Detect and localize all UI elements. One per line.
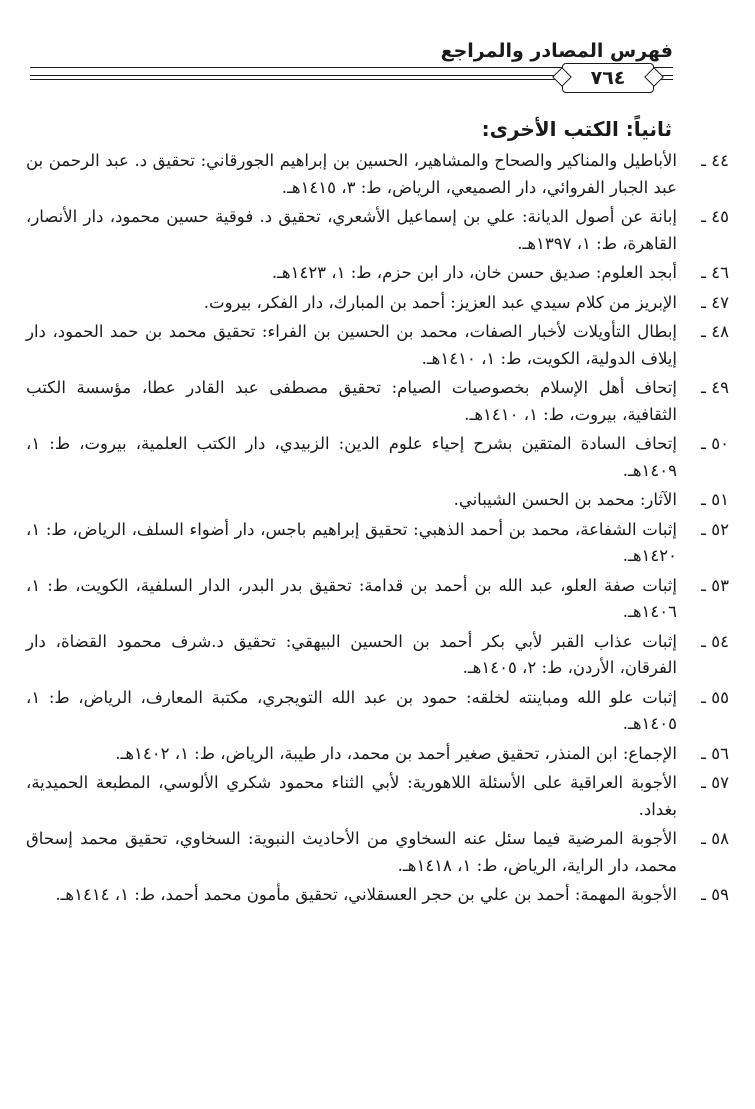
entry-number: ٤٨ ـ xyxy=(701,322,729,341)
entry-text: أبجد العلوم: صديق حسن خان، دار ابن حزم، ط: ١، ١٤٢٣هـ. xyxy=(271,263,677,282)
entry-text: إثبات صفة العلو، عبد الله بن أحمد بن قدامة: تحقيق بدر البدر، الدار السلفية، الكويت، ط: ١، ١٤٠٦هـ. xyxy=(26,575,677,621)
entry-number: ٤٦ ـ xyxy=(701,263,729,282)
bibliography-entry xyxy=(26,319,729,372)
entry-number: ٥٩ ـ xyxy=(701,885,729,904)
entry-number: ٥٤ ـ xyxy=(701,631,729,651)
entry-number: ٤٤ ـ xyxy=(701,151,729,170)
entry-text: الأجوبة العراقية على الأسئلة اللاهورية: لأبي الثناء محمود شكري الألوسي، المطبعة الحميدية، بغداد. xyxy=(26,773,677,819)
entry-number: ٥٧ ـ xyxy=(701,773,729,792)
entry-text: الإبريز من كلام سيدي عبد العزيز: أحمد بن المبارك، دار الفكر، بيروت. xyxy=(203,292,677,312)
entry-text: إبانة عن أصول الديانة: علي بن إسماعيل الأشعري، تحقيق د. فوقية حسين محمود، دار الأنصار، القاهرة، ط: ١، ١٣٩٧هـ. xyxy=(26,207,677,253)
entry-text: إتحاف أهل الإسلام بخصوصيات الصيام: تحقيق مصطفى عبد القادر عطا، مؤسسة الكتب الثقافية، بيروت، ط: ١، ١٤١٠هـ. xyxy=(26,378,677,424)
entry-text: الإجماع: ابن المنذر، تحقيق صغير أحمد بن محمد، دار طيبة، الرياض، ط: ١، ١٤٠٢هـ. xyxy=(115,743,677,763)
header-double-rule-upper xyxy=(30,75,555,76)
entry-text: الأجوبة المرضية فيما سئل عنه السخاوي من الأحاديث النبوية: السخاوي، تحقيق محمد إسحاق محمد، دار الراية، الرياض، ط: ١، ١٤١٨هـ. xyxy=(26,829,677,875)
header-double-rule-lower xyxy=(30,79,555,80)
entry-number: ٥١ ـ xyxy=(701,490,729,509)
entry-text: إثبات الشفاعة، محمد بن أحمد الذهبي: تحقيق إبراهيم باجس، دار أضواء السلف، الرياض، ط: ١، ١٤٢٠هـ. xyxy=(26,519,677,565)
page-number-box xyxy=(562,63,654,93)
entry-number: ٥٥ ـ xyxy=(701,687,729,707)
bibliography-entry xyxy=(26,770,729,823)
page-number: ٧٦٤ xyxy=(590,67,626,89)
bibliography-entry xyxy=(26,882,729,909)
entry-text: الأجوبة المهمة: أحمد بن علي بن حجر العسقلاني، تحقيق مأمون محمد أحمد، ط: ١، ١٤١٤هـ. xyxy=(55,885,677,904)
entry-number: ٥٢ ـ xyxy=(701,519,729,539)
bibliography-entry xyxy=(26,685,729,738)
bibliography-entry xyxy=(26,741,729,768)
entry-number: ٥٣ ـ xyxy=(701,575,729,595)
entry-text: إبطال التأويلات لأخبار الصفات، محمد بن الحسين بن الفراء: تحقيق محمد بن حمد الحمود، دار إيلاف الدولية، الكويت، ط: ١، ١٤١٠هـ. xyxy=(26,322,677,368)
bibliography-entry xyxy=(26,290,729,317)
bibliography-entry xyxy=(26,204,729,257)
bibliography-entry xyxy=(26,148,729,201)
bibliography-entry xyxy=(26,629,729,682)
bibliography-entry xyxy=(26,260,729,287)
running-title: فهرس المصادر والمراجع xyxy=(440,40,673,62)
entry-text: الآثار: محمد بن الحسن الشيباني. xyxy=(453,490,677,509)
entry-text: إثبات علو الله ومباينته لخلقه: حمود بن عبد الله التويجري، مكتبة المعارف، الرياض، ط: ١، ١٤٠٥هـ. xyxy=(26,687,677,733)
bibliography-entry xyxy=(26,573,729,626)
entry-number: ٤٥ ـ xyxy=(701,207,729,226)
entry-number: ٥٦ ـ xyxy=(701,743,729,763)
page-header xyxy=(0,40,755,100)
bibliography-entry xyxy=(26,517,729,570)
entry-text: إثبات عذاب القبر لأبي بكر أحمد بن الحسين البيهقي: تحقيق د.شرف محمود القضاة، دار الفرقان، الأردن، ط: ٢، ١٤٠٥هـ. xyxy=(26,631,677,677)
entry-text: الأباطيل والمناكير والصحاح والمشاهير، الحسين بن إبراهيم الجورقاني: تحقيق د. عبد الرحمن بن عبد الجبار الفروائي، دار الصميعي، الرياض، ط: ٣، ١٤١٥هـ. xyxy=(26,151,677,197)
entry-number: ٤٩ ـ xyxy=(701,378,729,397)
bibliography-list xyxy=(26,148,729,912)
entry-number: ٤٧ ـ xyxy=(701,292,729,312)
bibliography-entry xyxy=(26,431,729,484)
section-title: ثانياً: الكتب الأخرى: xyxy=(481,117,672,141)
entry-number: ٥٨ ـ xyxy=(701,829,729,848)
bibliography-entry xyxy=(26,826,729,879)
bibliography-entry xyxy=(26,487,729,514)
bibliography-entry xyxy=(26,375,729,428)
entry-number: ٥٠ ـ xyxy=(701,434,729,453)
entry-text: إتحاف السادة المتقين بشرح إحياء علوم الدين: الزبيدي، دار الكتب العلمية، بيروت، ط: ١، ١٤٠٩هـ. xyxy=(26,434,677,480)
